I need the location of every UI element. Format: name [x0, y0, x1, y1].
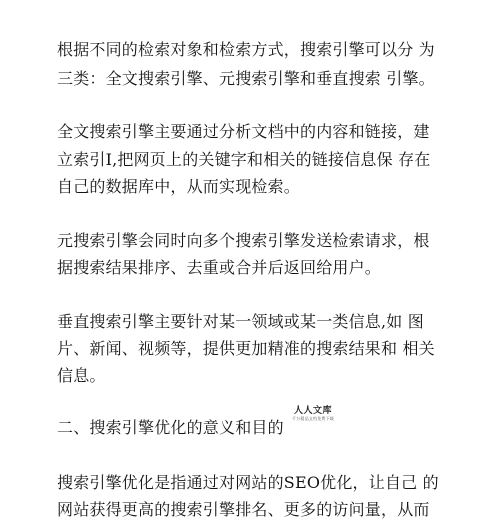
paragraph-1-line-1: 根据不同的检索对象和检索方式，搜索引擎可以分 为: [57, 40, 435, 59]
watermark-logo: [289, 406, 337, 430]
paragraph-4-line-2: 片、新闻、视频等，提供更加精准的搜索结果和 相关: [57, 339, 435, 358]
watermark-subtitle: 千万精品文档免费下载: [292, 416, 334, 421]
watermark-title: 人人文库: [293, 406, 332, 416]
paragraph-2-line-3: 自己的数据库中，从而实现检索。: [57, 177, 301, 196]
paragraph-4-line-1: 垂直搜索引擎主要针对某一领域或某一类信息,如 图: [57, 312, 424, 331]
paragraph-1-line-2: 三类：全文搜索引擎、元搜索引擎和垂直搜索 引擎。: [57, 69, 435, 88]
paragraph-4-line-3: 信息。: [57, 366, 106, 385]
paragraph-2-line-1: 全文搜索引擎主要通过分析文档中的内容和链接，建: [57, 122, 430, 141]
paragraph-5-line-2: 网站获得更高的搜索引擎排名、更多的访问量，从而: [57, 500, 430, 519]
paragraph-3-line-1: 元搜索引擎会同时向多个搜索引擎发送检索请求，根: [57, 231, 430, 250]
paragraph-2-line-2: 立索引I,把网页上的关键字和相关的链接信息保 存在: [57, 150, 431, 169]
paragraph-5-line-1: 搜索引擎优化是指通过对网站的SEO优化，让自己 的: [57, 473, 439, 492]
paragraph-3-line-2: 据搜索结果排序、去重或合并后返回给用户。: [57, 258, 382, 277]
section-heading: 二、搜索引擎优化的意义和目的: [57, 418, 284, 437]
